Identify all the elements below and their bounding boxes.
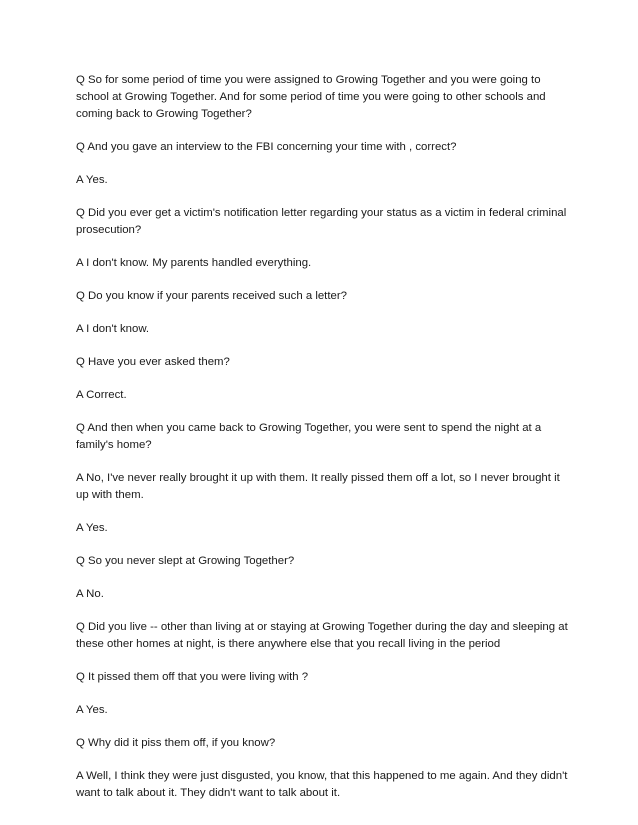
transcript-paragraph: A Yes.: [76, 522, 108, 534]
transcript-paragraph: A No, I've never really brought it up with them. It really pissed them off a lot, so I never brought it up with them.: [76, 472, 560, 501]
transcript-paragraph: Q And you gave an interview to the FBI concerning your time with , correct?: [76, 141, 457, 153]
transcript-paragraph: Q Do you know if your parents received such a letter?: [76, 290, 347, 302]
transcript-body: [76, 72, 568, 818]
transcript-paragraph: Q Why did it piss them off, if you know?: [76, 737, 276, 749]
transcript-paragraph: Q So for some period of time you were assigned to Growing Together and you were going to school at Growing Together. And for some period of time you were going to other schools and coming back to Growing Together?: [76, 74, 546, 120]
transcript-paragraph: A No.: [76, 588, 104, 600]
transcript-paragraph: Q Have you ever asked them?: [76, 356, 230, 368]
transcript-paragraph: Q So you never slept at Growing Together?: [76, 555, 295, 567]
transcript-paragraph: A Well, I think they were just disgusted, you know, that this happened to me again. And they didn't want to talk about it. They didn't want to talk about it.: [76, 770, 568, 799]
transcript-paragraph: A Correct.: [76, 389, 127, 401]
transcript-paragraph: A Yes.: [76, 174, 108, 186]
transcript-paragraph: A Yes.: [76, 704, 108, 716]
transcript-paragraph: Q Did you live -- other than living at or staying at Growing Together during the day and sleeping at these other homes at night, is there anywhere else that you recall living in the period: [76, 621, 568, 650]
transcript-paragraph: Q It pissed them off that you were living with ?: [76, 671, 309, 683]
transcript-paragraph: Q Did you ever get a victim's notification letter regarding your status as a victim in federal criminal prosecution?: [76, 207, 567, 236]
transcript-paragraph: A I don't know.: [76, 323, 150, 335]
transcript-paragraph: A I don't know. My parents handled everything.: [76, 257, 312, 269]
transcript-paragraph: Q And then when you came back to Growing Together, you were sent to spend the night at a family's home?: [76, 422, 542, 451]
